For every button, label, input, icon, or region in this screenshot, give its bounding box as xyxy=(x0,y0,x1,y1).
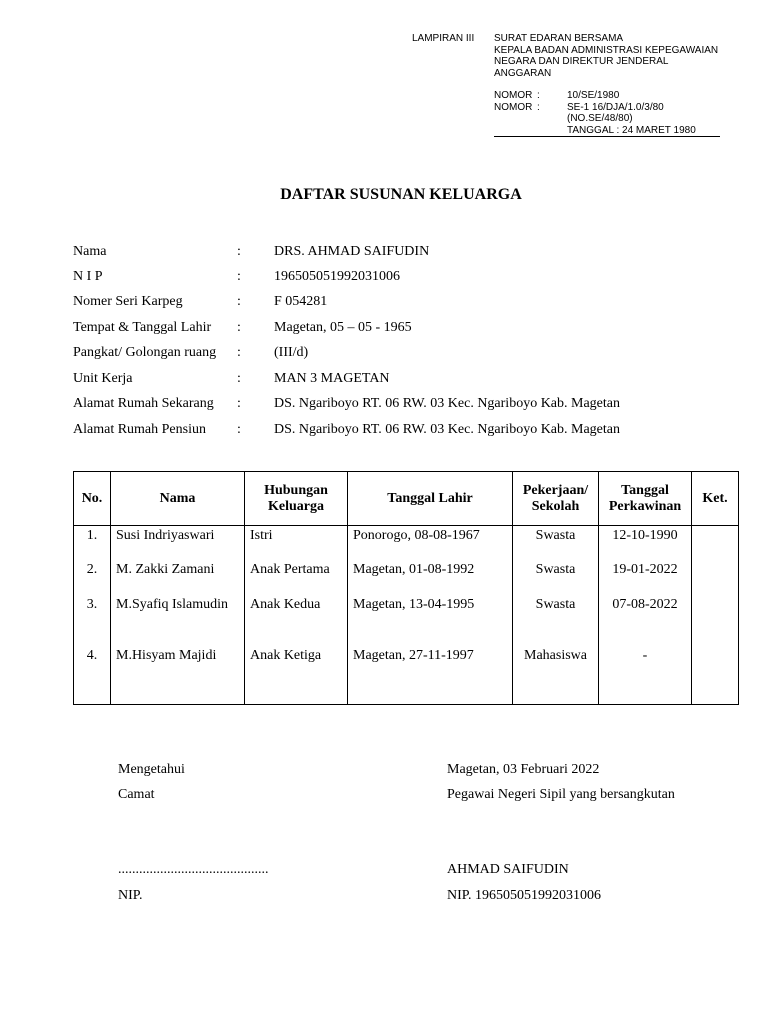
field-colon: : xyxy=(237,320,241,335)
reference-value: SE-1 16/DJA/1.0/3/80 xyxy=(567,101,664,113)
document-title: DAFTAR SUSUNAN KELUARGA xyxy=(280,186,522,203)
header-line: KEPALA BADAN ADMINISTRASI KEPEGAWAIAN xyxy=(494,44,719,56)
left-sign-line2: Camat xyxy=(118,787,155,802)
cell-perkawinan: 07-08-2022 xyxy=(599,595,692,646)
header-line: ANGGARAN xyxy=(494,67,552,79)
reference-row xyxy=(494,90,696,102)
field-value: Magetan, 05 – 05 - 1965 xyxy=(274,320,412,335)
table-header-row xyxy=(74,472,739,526)
header-line: NEGARA DAN DIREKTUR JENDERAL xyxy=(494,56,669,68)
table-row xyxy=(74,595,739,646)
cell-nama: M.Syafiq Islamudin xyxy=(111,595,245,646)
header-ket: Ket. xyxy=(692,472,739,526)
cell-hubungan: Anak Pertama xyxy=(245,560,348,595)
header-tanggal-lahir: Tanggal Lahir xyxy=(348,472,513,526)
reference-separator: : xyxy=(537,101,540,113)
field-label: Alamat Rumah Sekarang xyxy=(73,396,214,411)
cell-perkawinan: - xyxy=(599,646,692,705)
reference-value: (NO.SE/48/80) xyxy=(567,113,633,125)
cell-no: 4. xyxy=(74,646,111,705)
field-label: Tempat & Tanggal Lahir xyxy=(73,320,212,335)
left-sign-name-line: ........................................... xyxy=(118,862,269,877)
cell-ket xyxy=(692,595,739,646)
cell-ket xyxy=(692,526,739,561)
attachment-label: LAMPIRAN III xyxy=(412,33,475,44)
header-line: Keluarga xyxy=(268,498,324,514)
header-no: No. xyxy=(74,472,111,526)
cell-hubungan: Anak Ketiga xyxy=(245,646,348,705)
cell-ket xyxy=(692,560,739,595)
reference-label xyxy=(494,113,537,125)
field-value: 196505051992031006 xyxy=(274,269,400,284)
field-label: Alamat Rumah Pensiun xyxy=(73,422,206,437)
left-sign-nip: NIP. xyxy=(118,888,143,903)
cell-pekerjaan: Mahasiswa xyxy=(513,646,599,705)
header-line: Hubungan xyxy=(264,482,328,498)
header-divider xyxy=(494,136,720,137)
cell-pekerjaan: Swasta xyxy=(513,595,599,646)
reference-value: 10/SE/1980 xyxy=(567,90,620,101)
field-colon: : xyxy=(237,345,241,360)
reference-numbers xyxy=(494,90,696,136)
header-hubungan xyxy=(245,472,348,526)
family-table xyxy=(73,471,739,705)
header-line: Pekerjaan/ xyxy=(522,482,589,498)
reference-value: TANGGAL : 24 MARET 1980 xyxy=(567,124,696,136)
cell-nama: M. Zakki Zamani xyxy=(111,560,245,595)
reference-label xyxy=(494,125,537,137)
header-line: Sekolah xyxy=(531,498,580,514)
header-perkawinan xyxy=(599,472,692,526)
cell-perkawinan: 19-01-2022 xyxy=(599,560,692,595)
cell-pekerjaan: Swasta xyxy=(513,560,599,595)
field-colon: : xyxy=(237,396,241,411)
reference-label: NOMOR xyxy=(494,90,533,101)
field-label: N I P xyxy=(73,269,103,284)
field-label: Pangkat/ Golongan ruang xyxy=(73,345,217,360)
field-colon: : xyxy=(237,244,241,259)
cell-tanggal-lahir: Magetan, 01-08-1992 xyxy=(348,560,513,595)
field-colon: : xyxy=(237,269,241,284)
left-sign-line1: Mengetahui xyxy=(118,762,185,777)
field-label: Unit Kerja xyxy=(73,371,133,386)
cell-hubungan: Anak Kedua xyxy=(245,595,348,646)
header-line: Tanggal xyxy=(621,482,669,498)
reference-separator: : xyxy=(537,90,540,101)
circular-header xyxy=(494,33,718,79)
field-value: MAN 3 MAGETAN xyxy=(274,371,390,386)
field-colon: : xyxy=(237,422,241,437)
field-value: DS. Ngariboyo RT. 06 RW. 03 Kec. Ngariboyo Kab. Magetan xyxy=(274,396,620,411)
header-nama: Nama xyxy=(111,472,245,526)
table-row xyxy=(74,646,739,705)
reference-row xyxy=(494,125,696,137)
header-pekerjaan xyxy=(513,472,599,526)
cell-pekerjaan: Swasta xyxy=(513,526,599,561)
field-value: (III/d) xyxy=(274,345,309,360)
cell-tanggal-lahir: Ponorogo, 08-08-1967 xyxy=(348,526,513,561)
right-sign-place-date: Magetan, 03 Februari 2022 xyxy=(447,762,600,777)
right-sign-nip: NIP. 196505051992031006 xyxy=(447,888,602,903)
cell-tanggal-lahir: Magetan, 13-04-1995 xyxy=(348,595,513,646)
field-colon: : xyxy=(237,371,241,386)
reference-row xyxy=(494,102,696,114)
reference-row xyxy=(494,113,696,125)
field-value: DRS. AHMAD SAIFUDIN xyxy=(274,244,430,259)
table-row xyxy=(74,560,739,595)
table-row xyxy=(74,526,739,561)
cell-nama: M.Hisyam Majidi xyxy=(111,646,245,705)
cell-no: 2. xyxy=(74,560,111,595)
field-value: F 054281 xyxy=(274,294,328,309)
reference-separator xyxy=(537,113,567,125)
reference-label: NOMOR xyxy=(494,101,533,113)
cell-hubungan: Istri xyxy=(245,526,348,561)
cell-tanggal-lahir: Magetan, 27-11-1997 xyxy=(348,646,513,705)
reference-separator xyxy=(537,125,567,137)
cell-no: 3. xyxy=(74,595,111,646)
cell-perkawinan: 12-10-1990 xyxy=(599,526,692,561)
right-sign-role: Pegawai Negeri Sipil yang bersangkutan xyxy=(447,787,675,802)
cell-ket xyxy=(692,646,739,705)
cell-nama: Susi Indriyaswari xyxy=(111,526,245,561)
cell-no: 1. xyxy=(74,526,111,561)
field-label: Nama xyxy=(73,244,107,259)
field-label: Nomer Seri Karpeg xyxy=(73,294,183,309)
right-sign-name: AHMAD SAIFUDIN xyxy=(447,862,569,877)
header-line: Perkawinan xyxy=(608,498,682,514)
field-colon: : xyxy=(237,294,241,309)
header-line: SURAT EDARAN BERSAMA xyxy=(494,33,624,44)
field-value: DS. Ngariboyo RT. 06 RW. 03 Kec. Ngariboyo Kab. Magetan xyxy=(274,422,620,437)
